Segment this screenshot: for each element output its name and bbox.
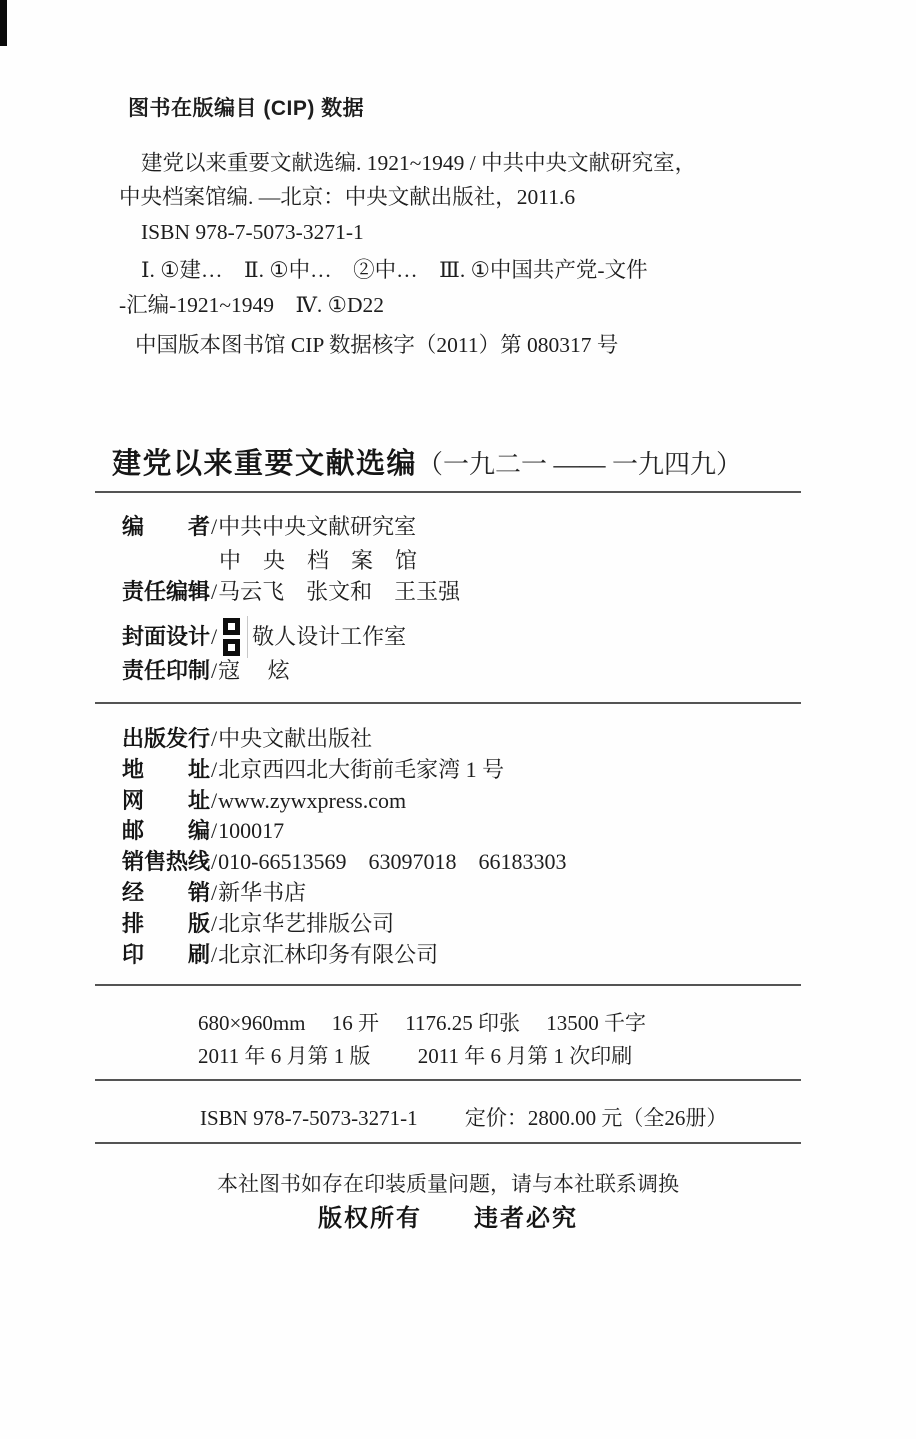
separator-slash: / <box>211 818 218 844</box>
credit-row-editor <box>122 514 460 548</box>
divider-under-publisher <box>95 984 801 986</box>
logo-square-top <box>223 618 240 635</box>
separator-slash: / <box>211 941 218 967</box>
credit-label: 封面设计 <box>122 624 211 649</box>
separator-slash: / <box>211 756 218 782</box>
separator-slash: / <box>211 624 218 649</box>
copyright-statement: 版权所有 违者必究 <box>318 1205 578 1232</box>
divider-under-isbn <box>95 1142 801 1144</box>
separator-slash: / <box>211 910 218 936</box>
logo-square-bottom <box>223 639 240 656</box>
separator-slash: / <box>211 879 218 905</box>
credit-row-editor-cont <box>122 548 460 579</box>
cip-description-line2: 中央档案馆编. —北京：中央文献出版社，2011.6 <box>119 185 576 210</box>
credit-label: 责任印制 <box>122 658 211 683</box>
logo-vertical-line <box>247 616 249 658</box>
credit-row-responsible-editors <box>122 579 460 616</box>
scan-edge-mark <box>0 0 7 46</box>
separator-slash: / <box>211 514 218 539</box>
jingren-studio-logo-icon <box>223 618 240 656</box>
publisher-label: 排 版 <box>122 910 211 936</box>
cip-classification-line2: -汇编-1921~1949 Ⅳ. ①D22 <box>119 292 384 317</box>
publisher-label: 网 址 <box>122 787 211 813</box>
print-specs-line1: 680×960mm 16 开 1176.25 印张 13500 千字 <box>198 1011 646 1035</box>
publisher-row-sales-hotline <box>122 847 566 878</box>
divider-under-specs <box>95 1079 801 1081</box>
separator-slash: / <box>211 579 218 604</box>
cip-header: 图书在版编目 (CIP) 数据 <box>128 97 365 120</box>
print-specs-line2: 2011 年 6 月第 1 版 2011 年 6 月第 1 次印刷 <box>198 1044 633 1068</box>
publisher-row-distributor <box>122 878 566 909</box>
publisher-value: 中央文献出版社 <box>218 726 373 751</box>
divider-under-title <box>95 491 801 493</box>
credit-value: 中共中央文献研究室 <box>218 514 417 539</box>
book-title <box>112 441 742 482</box>
separator-slash: / <box>211 658 218 683</box>
credit-value: 中 央 档 案 馆 <box>219 548 418 573</box>
publisher-label: 邮 编 <box>122 818 211 844</box>
publisher-label: 地 址 <box>122 756 211 782</box>
publisher-row-address <box>122 755 566 786</box>
publisher-info-block <box>122 724 566 970</box>
credit-value: 寇 炫 <box>218 658 290 683</box>
publisher-value: 010-66513569 63097018 66183303 <box>218 849 567 875</box>
publisher-value: 北京汇林印务有限公司 <box>218 941 439 967</box>
publisher-row-publisher <box>122 724 566 755</box>
book-title-years: （一九二一 —— 一九四九） <box>417 450 743 479</box>
publisher-value: www.zywxpress.com <box>218 787 407 813</box>
divider-under-staff <box>95 702 801 704</box>
quality-notice: 本社图书如存在印装质量问题，请与本社联系调换 <box>217 1172 679 1196</box>
separator-slash: / <box>211 849 218 875</box>
publisher-label: 经 销 <box>122 879 211 905</box>
cip-isbn: ISBN 978-7-5073-3271-1 <box>141 219 364 244</box>
publisher-row-website <box>122 786 566 817</box>
publisher-row-typesetting <box>122 909 566 940</box>
cip-classification-line1: Ⅰ. ①建… Ⅱ. ①中… ②中… Ⅲ. ①中国共产党-文件 <box>141 258 648 283</box>
cip-description-line1: 建党以来重要文献选编. 1921~1949 / 中共中央文献研究室， <box>141 150 697 175</box>
publisher-value: 新华书店 <box>218 879 307 905</box>
credit-row-print-supervisor <box>122 658 460 684</box>
credit-row-cover-design <box>122 616 460 658</box>
publisher-row-printing <box>122 940 566 971</box>
publisher-label: 出版发行 <box>122 726 211 751</box>
credit-value: 马云飞 张文和 王玉强 <box>218 579 461 604</box>
isbn-price-line: ISBN 978-7-5073-3271-1 定价：2800.00 元（全26册） <box>200 1106 728 1130</box>
separator-slash: / <box>211 787 218 813</box>
separator-slash: / <box>211 726 218 751</box>
credit-value: 敬人设计工作室 <box>252 624 407 649</box>
credit-label: 责任编辑 <box>122 579 211 604</box>
publisher-label: 印 刷 <box>122 941 211 967</box>
publisher-value: 100017 <box>218 818 285 844</box>
cip-block <box>119 92 696 362</box>
credit-label: 编 者 <box>122 514 211 539</box>
cip-registration: 中国版本图书馆 CIP 数据核字（2011）第 080317 号 <box>135 332 619 357</box>
publisher-row-postcode <box>122 816 566 847</box>
publisher-value: 北京华艺排版公司 <box>218 910 395 936</box>
publisher-label: 销售热线 <box>122 849 211 875</box>
staff-credits-block <box>122 514 460 684</box>
print-specs-block <box>198 1007 646 1073</box>
publisher-value: 北京西四北大街前毛家湾 1 号 <box>218 756 505 782</box>
book-title-main: 建党以来重要文献选编 <box>112 448 418 480</box>
